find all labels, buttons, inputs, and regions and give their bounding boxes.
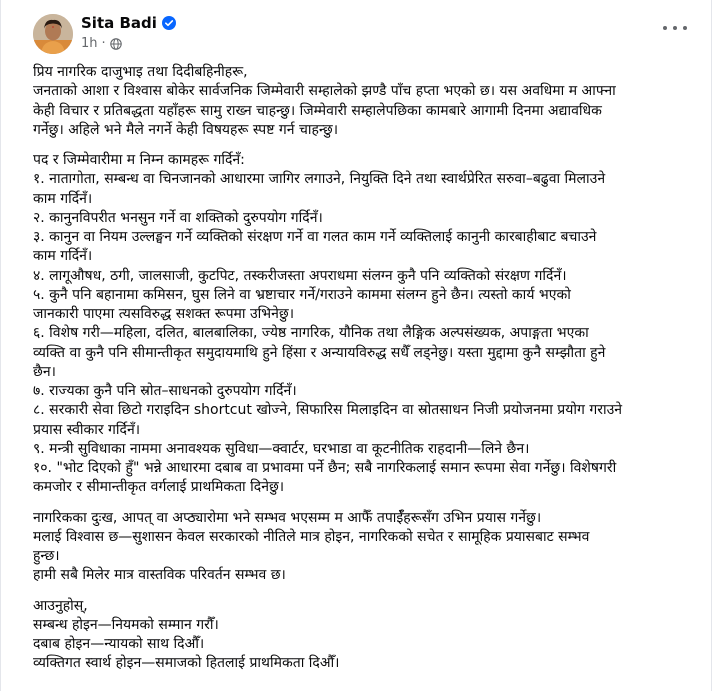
meta-separator: · xyxy=(101,36,106,51)
body-line: प्रिय नागरिक दाजुभाइ तथा दिदीबहिनीहरू, xyxy=(33,64,248,80)
commitment-line: ५. कुनै पनि बहानामा कमिसन, घुस लिने वा भ्रष्टाचार गर्ने/गराउने काममा संलग्न हुने छैन। त्यस्तो कार्य भएको xyxy=(33,286,571,303)
avatar-photo-icon xyxy=(33,14,73,54)
commitments-heading: पद र जिम्मेवारीमा म निम्न कामहरू गर्दिनँ: xyxy=(33,152,245,168)
commitment-line: ३. कानुन वा नियम उल्लङ्घन गर्ने व्यक्तिको संरक्षण गर्ने वा गलत काम गर्ने व्यक्तिलाई कानुनी कारबाहीबाट बचाउने xyxy=(33,229,597,245)
body-line: जनताको आशा र विश्वास बोकेर सार्वजनिक जिम्मेवारी सम्हालेको झण्डै पाँच हप्ता भएको छ। यस अवधिमा म आफ्ना xyxy=(33,83,616,100)
body-line: हामी सबै मिलेर मात्र वास्तविक परिवर्तन सम्भव छ। xyxy=(33,567,286,584)
commitment-line: ९. मन्त्री सुविधाका नाममा अनावश्यक सुविधा—क्वार्टर, घरभाडा वा कूटनीतिक राहदानी—लिने छैन। xyxy=(33,440,530,457)
commitment-line: १. नातागोता, सम्बन्ध वा चिनजानको आधारमा जागिर लगाउने, नियुक्ति दिने तथा स्वार्थप्रेरित सरुवा–बढुवा मिलाउने xyxy=(33,171,606,188)
commitment-line: जानकारी पाएमा त्यसविरुद्ध सशक्त रूपमा उभिनेछु। xyxy=(33,306,295,322)
slogan-line: दबाब होइन—न्यायको साथ दिऔँ। xyxy=(33,636,205,652)
verified-badge-icon xyxy=(162,16,176,30)
commitment-line: काम गर्दिनँ। xyxy=(33,190,93,207)
post-header xyxy=(1,0,712,60)
post-meta xyxy=(81,36,122,51)
commitments-paragraph xyxy=(33,151,685,498)
globe-icon[interactable] xyxy=(110,38,122,50)
commitment-line: ७. राज्यका कुनै पनि स्रोत–साधनको दुरुपयोग गर्दिनँ। xyxy=(33,383,297,399)
commitment-line: २. कानुनविपरीत भनसुन गर्ने वा शक्तिको दुरुपयोग गर्दिनँ। xyxy=(33,209,323,226)
commitment-line: ४. लागूऔषध, ठगी, जालसाजी, कुटपिट, तस्करीजस्ता अपराधमा संलग्न कुनै पनि व्यक्तिको संरक्षण गर्दिनँ। xyxy=(33,267,567,284)
slogan-line: व्यक्तिगत स्वार्थ होइन—समाजको हितलाई प्राथमिकता दिऔँ। xyxy=(33,655,340,672)
dot-icon xyxy=(683,26,687,30)
body-line: केही विचार र प्रतिबद्धता यहाँहरू सामु राख्न चाहन्छु। जिम्मेवारी सम्हालेपछिका कामबारे आगामी दिनमा अद्यावधिक xyxy=(33,102,602,119)
commitment-line: ८. सरकारी सेवा छिटो गराइदिन shortcut खोज्ने, सिफारिस मिलाइदिन वा स्रोतसाधन निजी प्रयोजनमा प्रयोग गराउने xyxy=(33,402,623,419)
commitment-line: १०. "भोट दिएको हुँ" भन्ने आधारमा दबाब वा प्रभावमा पर्ने छैन; सबै नागरिकलाई समान रूपमा सेवा गर्नेछु। विशेषगरी xyxy=(33,460,617,476)
body-line: गर्नेछु। अहिले भने मैले नगर्ने केही विषयहरू स्पष्ट गर्न चाहन्छु। xyxy=(33,121,339,138)
slogan-line: आउनुहोस्, xyxy=(33,597,88,614)
body-line: नागरिकका दुःख, आपत् वा अप्ठ्यारोमा भने सम्भव भएसम्म म आफैँ तपाईँहरूसँग उभिन प्रयास गर्नेछु। xyxy=(33,509,542,526)
slogan-line: सम्बन्ध होइन—नियमको सम्मान गरौँ। xyxy=(33,616,219,633)
more-options-icon[interactable] xyxy=(663,20,687,36)
commitment-line: ६. विशेष गरी—महिला, दलित, बालबालिका, ज्येष्ठ नागरिक, यौनिक तथा लैङ्गिक अल्पसंख्यक, अपाङ्गता भएका xyxy=(33,325,589,342)
commitment-line: कमजोर र सीमान्तीकृत वर्गलाई प्राथमिकता दिनेछु। xyxy=(33,479,285,496)
commitment-line: छैन। xyxy=(33,363,56,380)
post-timestamp[interactable]: 1h xyxy=(81,36,98,51)
dot-icon xyxy=(663,26,667,30)
dot-icon xyxy=(673,26,677,30)
post-body xyxy=(33,63,685,685)
body-line: हुन्छ। xyxy=(33,548,60,564)
commitment-line: प्रयास स्वीकार गर्दिनँ। xyxy=(33,421,141,438)
commitment-line: काम गर्दिनँ। xyxy=(33,248,93,265)
slogan-paragraph xyxy=(33,597,685,674)
intro-paragraph xyxy=(33,63,685,140)
commitment-line: व्यक्ति वा कुनै पनि सीमान्तीकृत समुदायमाथि हुने हिंसा र अन्यायविरुद्ध सधैँ लड्नेछु। यस्ता मुद्दामा कुनै सम्झौता हुने xyxy=(33,344,606,361)
closing-paragraph xyxy=(33,509,685,586)
author-name[interactable]: Sita Badi xyxy=(81,14,157,32)
author-avatar[interactable] xyxy=(33,14,73,54)
body-line: मलाई विश्वास छ—सुशासन केवल सरकारको नीतिले मात्र होइन, नागरिकको सचेत र सामूहिक प्रयासबाट सम्भव xyxy=(33,528,590,545)
